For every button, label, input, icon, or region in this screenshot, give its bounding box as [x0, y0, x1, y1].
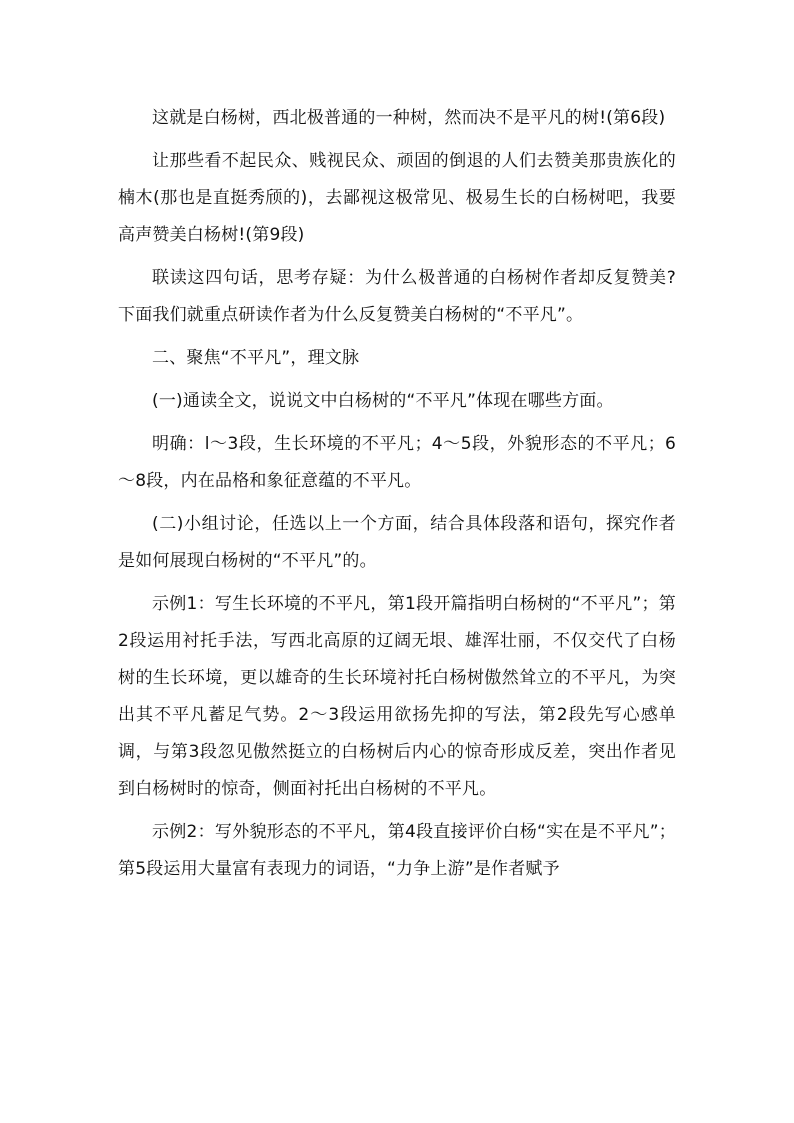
- paragraph-2: 让那些看不起民众、贱视民众、顽固的倒退的人们去赞美那贵族化的楠木(那也是直挺秀颀的)，去鄙视这极常见、极易生长的白杨树吧，我要高声赞美白杨树!(第9段): [118, 151, 676, 245]
- paragraph-6: (二)小组讨论，任选以上一个方面，结合具体段落和语句，探究作者是如何展现白杨树的“不平凡”的。: [118, 514, 676, 571]
- section-heading: 二、聚焦“不平凡”，理文脉: [152, 348, 360, 368]
- paragraph-4: (一)通读全文，说说文中白杨树的“不平凡”体现在哪些方面。: [152, 391, 614, 411]
- paragraph-8: 示例2：写外貌形态的不平凡，第4段直接评价白杨“实在是不平凡”；第5段运用大量富有表现力的词语，“力争上游”是作者赋予: [118, 822, 676, 879]
- paragraph-5: 明确：l～3段，生长环境的不平凡；4～5段，外貌形态的不平凡；6～8段，内在品格和象征意蕴的不平凡。: [118, 434, 676, 491]
- paragraph-7: 示例1：写生长环境的不平凡，第1段开篇指明白杨树的“不平凡”；第2段运用衬托手法，写西北高原的辽阔无垠、雄浑壮丽，不仅交代了白杨树的生长环境，更以雄奇的生长环境衬托白杨树傲然耸立的不平凡，为突出其不平凡蓄足气势。2～3段运用欲扬先抑的写法，第2段先写心感单调，与第3段忽见傲然挺立的白杨树后内心的惊奇形成反差，突出作者见到白杨树时的惊奇，侧面衬托出白杨树的不平凡。: [118, 594, 676, 799]
- paragraph-1: 这就是白杨树，西北极普通的一种树，然而决不是平凡的树!(第6段): [152, 108, 666, 128]
- paragraph-3: 联读这四句话，思考存疑：为什么极普通的白杨树作者却反复赞美?下面我们就重点研读作者为什么反复赞美白杨树的“不平凡”。: [118, 268, 676, 325]
